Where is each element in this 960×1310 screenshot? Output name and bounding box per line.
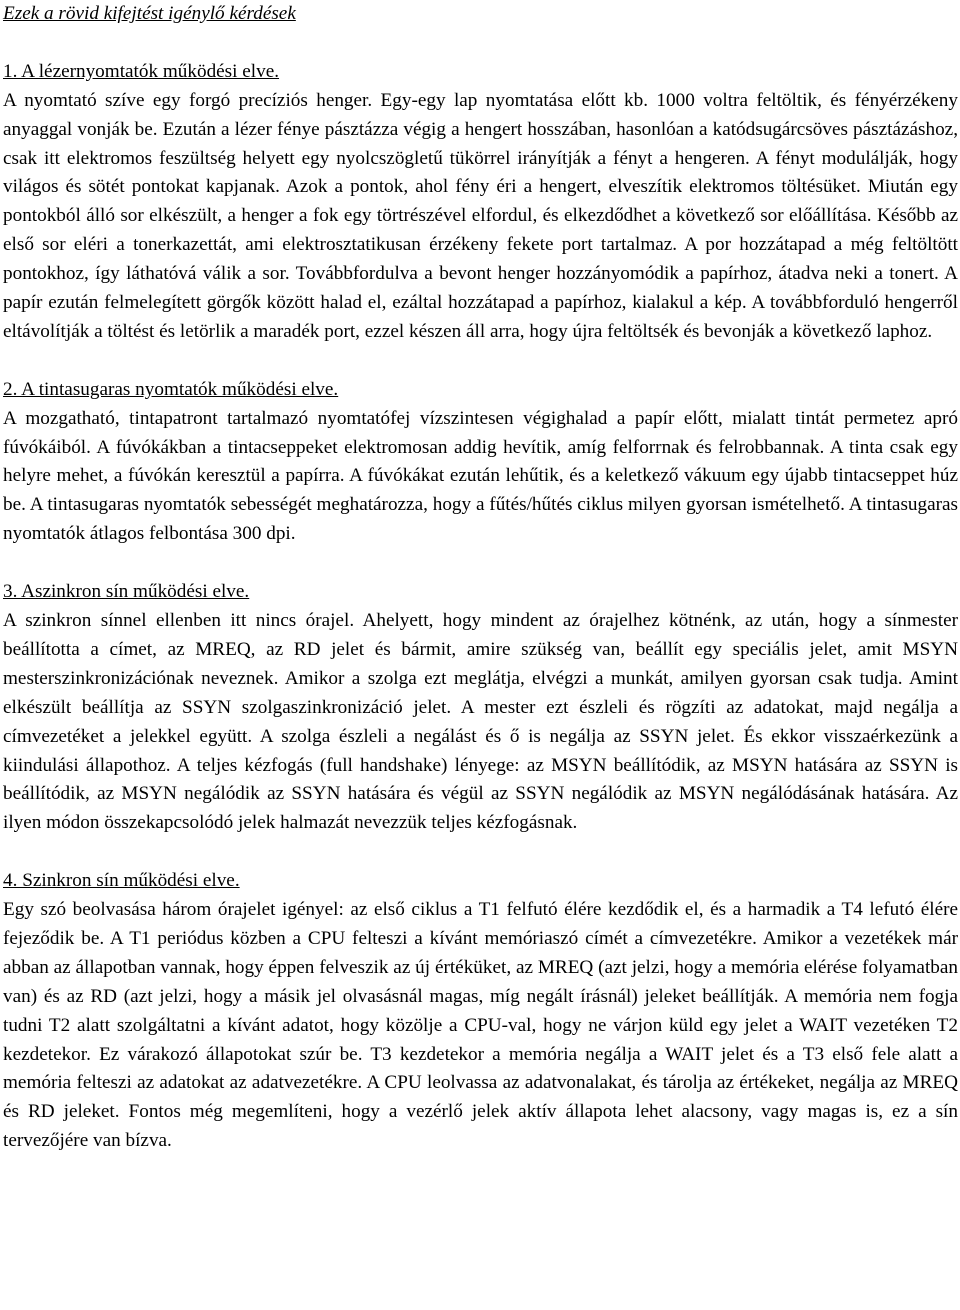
section-heading: 4. Szinkron sín működési elve. xyxy=(3,870,240,892)
section-sync-bus xyxy=(3,867,958,1156)
section-body: A szinkron sínnel ellenben itt nincs órajel. Ahelyett, hogy mindent az órajelhez kötnénk, az után, hogy a sínmester beállította a címet, az MREQ, az RD jelet és bármit, amire szükség van, beállít egy speciális jelet, amit MSYN mesterszinkronizációnak neveznek. Amikor a szolga ezt meglátja, elvégzi a munkát, amilyen gyorsan csak tudja. Amint elkészült beállítja az SSYN szolgaszinkronizáció jelet. A mester ezt észleli és rögzíti az adatokat, majd negálja a címvezetéket a jelekkel együtt. A szolga észleli a negálást és ő is negálja az SSYN jelet. És ekkor visszaérkezünk a kiindulási állapothoz. A teljes kézfogás (full handshake) lényege: az MSYN beállítódik, az MSYN hatására az SSYN is beállítódik, az MSYN negálódik az SSYN hatására és végül az SSYN negálódik az MSYN negálódásának hatására. Az ilyen módon összekapcsolódó jelek halmazát nevezzük teljes kézfogásnak. xyxy=(3,609,958,834)
document-page xyxy=(3,0,958,1156)
document-title: Ezek a rövid kifejtést igénylő kérdések xyxy=(3,3,296,24)
section-body: A nyomtató szíve egy forgó precíziós henger. Egy-egy lap nyomtatása előtt kb. 1000 voltra feltöltik, és fényérzékeny anyaggal vonják be. Ezután a lézer fénye pásztázza végig a hengert hosszában, hasonlóan a katódsugárcsöves pásztázáshoz, csak itt elektromos feszültség helyett egy nyolcszögletű tükörrel irányítják a fényt a hengeren. A fényt modulálják, hogy világos és sötét pontokat kapjanak. Azok a pontok, ahol fény éri a hengert, elveszítik elektromos töltésüket. Miután egy pontokból álló sor elkészült, a henger a fok egy törtrészével elfordul, és elkezdődhet a következő sor előállítása. Később az első sor eléri a tonerkazettát, ami elektrosztatikusan érzékeny fekete port tartalmaz. A por hozzátapad a még feltöltött pontokhoz, így láthatóvá válik a sor. Továbbfordulva a bevont henger hozzányomódik a papírhoz, átadva neki a tonert. A papír ezután felmelegített görgők között halad el, ezáltal hozzátapad a papírhoz, kialakul a kép. A továbbforduló hengerről eltávolítják a töltést és letörlik a maradék port, ezzel készen áll arra, hogy újra feltöltsék és bevonják a következő laphoz. xyxy=(3,89,958,342)
section-body: A mozgatható, tintapatront tartalmazó nyomtatófej vízszintesen végighalad a papír előtt, mialatt tintát permetez apró fúvókáiból. A fúvókákban a tintacseppeket elektromosan addig hevítik, amíg felforrnak és felrobbannak. A tinta csak egy helyre mehet, a fúvókán keresztül a papírra. A fúvókákat ezután lehűtik, és a keletkező vákuum egy újabb tintacseppet húz be. A tintasugaras nyomtatók sebességét meghatározza, hogy a fűtés/hűtés ciklus milyen gyorsan ismételhető. A tintasugaras nyomtatók átlagos felbontása 300 dpi. xyxy=(3,407,958,545)
section-heading: 1. A lézernyomtatók működési elve. xyxy=(3,60,280,82)
section-heading: 2. A tintasugaras nyomtatók működési elve. xyxy=(3,378,339,400)
section-laser-printers xyxy=(3,58,958,347)
section-inkjet-printers xyxy=(3,376,958,549)
section-heading: 3. Aszinkron sín működési elve. xyxy=(3,581,250,603)
section-async-bus xyxy=(3,578,958,838)
section-body: Egy szó beolvasása három órajelet igényel: az első ciklus a T1 felfutó élére kezdődik el, és a harmadik a T4 lefutó élére fejeződik be. A T1 periódus közben a CPU felteszi a kívánt memóriaszó címét a címvezetékre. Amikor a vezetékek már abban az állapotban vannak, hogy éppen felveszik az új értéküket, az MREQ (azt jelzi, hogy a memória elérése folyamatban van) és az RD (azt jelzi, hogy a másik jel olvasásnál magas, míg negált írásnál) jeleket beállítják. A memória nem fogja tudni T2 alatt szolgáltatni a kívánt adatot, hogy közölje a CPU-val, hogy ne várjon küld egy jelet a WAIT vezetéken T2 kezdetekor. Ez várakozó állapotokat szúr be. T3 kezdetekor a memória negálja a WAIT jelet és a T3 első fele alatt a memória felteszi az adatokat az adatvezetékre. A CPU leolvassa az adatvonalakat, és tárolja az értékeket, negálja az MREQ és RD jeleket. Fontos még megemlíteni, hogy a vezérlő jelek aktív állapota lehet alacsony, vagy magas is, ez a sín tervezőjére van bízva. xyxy=(3,899,958,1152)
